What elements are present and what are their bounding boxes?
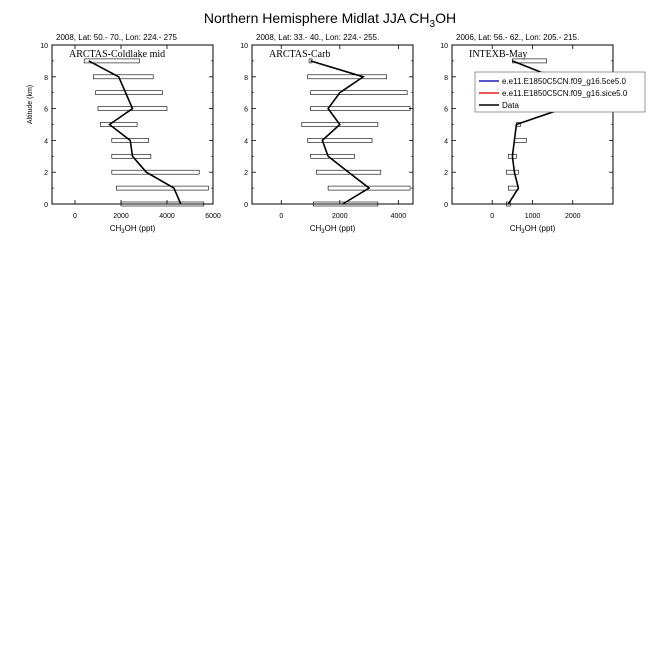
legend-entry-label: Data: [502, 101, 519, 110]
x-tick-label: 0: [73, 213, 77, 220]
y-tick-label: 2: [44, 170, 48, 178]
range-box: [311, 91, 408, 95]
y-tick-label: 4: [444, 138, 448, 146]
campaign-label: INTEXB-May: [469, 49, 528, 60]
range-box: [514, 138, 526, 142]
panel-3: [440, 33, 613, 235]
range-box: [112, 170, 199, 174]
range-box: [116, 186, 208, 190]
y-tick-label: 4: [244, 138, 248, 146]
panel-header: 2008, Lat: 50.- 70., Lon: 224.- 275: [56, 33, 177, 42]
x-tick-label: 4000: [390, 213, 407, 220]
x-tick-label: 4000: [159, 213, 175, 220]
x-tick-label: 6000: [205, 213, 221, 220]
plot-frame: [252, 45, 413, 204]
data-line: [311, 61, 370, 204]
y-tick-label: 2: [244, 170, 248, 178]
y-tick-label: 0: [444, 202, 448, 209]
y-tick-label: 2: [444, 170, 448, 178]
y-tick-label: 6: [244, 106, 248, 114]
plot-frame: [52, 45, 213, 204]
x-axis-label: $CH_3OH$ (ppt): [509, 224, 556, 235]
range-box: [112, 154, 151, 158]
x-tick-label: 0: [279, 213, 284, 220]
y-axis-label: Altitude (km): [27, 84, 34, 125]
range-box: [311, 107, 411, 111]
range-box: [308, 75, 387, 79]
panel-header: 2008, Lat: 33.- 40., Lon: 224.- 255.: [256, 33, 380, 42]
range-box: [93, 75, 153, 79]
y-tick-label: 8: [444, 74, 448, 82]
figure-title: Northern Hemisphere Midlat JJA $CH_3OH$: [203, 10, 457, 30]
x-tick-label: 1000: [524, 213, 541, 220]
legend: [475, 72, 645, 112]
range-box: [96, 91, 163, 95]
y-tick-label: 0: [44, 202, 48, 209]
y-tick-label: 4: [44, 138, 48, 146]
y-tick-label: 10: [240, 43, 248, 50]
legend-entry-label: e.e11.E1850C5CN.f09_g16.5ce5.0: [502, 77, 626, 86]
campaign-label: ARCTAS-Carb: [269, 49, 331, 60]
range-box: [100, 123, 137, 127]
y-tick-label: 8: [44, 74, 48, 82]
data-line: [89, 61, 181, 204]
x-tick-label: 2000: [564, 213, 581, 220]
panel-1: [27, 33, 221, 235]
y-tick-label: 10: [40, 43, 48, 50]
legend-entry-label: e.e11.E1850C5CN.f09_g16.sice5.0: [502, 89, 628, 98]
y-tick-label: 6: [44, 106, 48, 114]
x-axis-label: $CH_3OH$ (ppt): [109, 224, 156, 235]
panel-header: 2006, Lat: 56.- 62., Lon: 205.- 215.: [456, 33, 580, 42]
x-tick-label: 2000: [332, 213, 348, 220]
x-tick-label: 2000: [113, 213, 129, 220]
campaign-label: ARCTAS-Coldlake mid: [69, 49, 166, 60]
x-tick-label: 0: [490, 213, 495, 220]
range-box: [308, 138, 372, 142]
y-tick-label: 6: [444, 106, 448, 114]
y-tick-label: 10: [440, 43, 448, 50]
panel-2: [240, 33, 413, 235]
range-box: [506, 170, 518, 174]
range-box: [311, 154, 355, 158]
y-tick-label: 0: [244, 202, 248, 209]
x-axis-label: $CH_3OH$ (ppt): [309, 224, 356, 235]
y-tick-label: 8: [244, 74, 248, 82]
